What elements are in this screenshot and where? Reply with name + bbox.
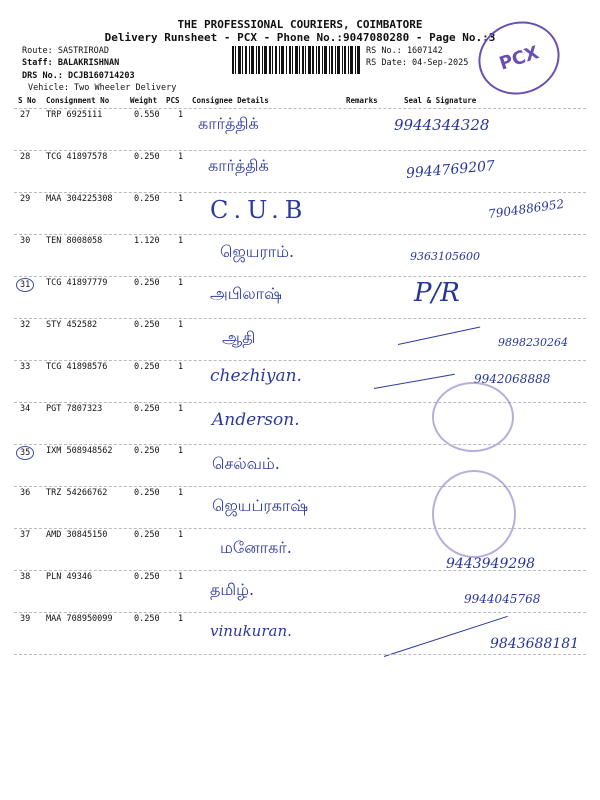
row-divider — [14, 444, 586, 445]
header-divider — [14, 108, 586, 109]
row-pcs: 1 — [178, 404, 184, 414]
row-weight: 0.250 — [134, 572, 160, 582]
col-seal-signature: Seal & Signature — [404, 96, 477, 105]
pcx-stamp: PCX — [469, 11, 569, 105]
row-sno: 33 — [20, 362, 31, 372]
table-row — [14, 320, 586, 362]
row-consignment: STY 452582 — [46, 320, 98, 330]
row-weight: 0.250 — [134, 320, 160, 330]
row-weight: 0.250 — [134, 152, 160, 162]
table-row — [14, 194, 586, 236]
row-consignee: vinukuran. — [210, 622, 292, 640]
row-consignee: ஜெயப்ரகாஷ் — [212, 496, 309, 515]
row-sno: 30 — [20, 236, 31, 246]
row-consignment: TRZ 54266762 — [46, 488, 108, 498]
runsheet-title: Delivery Runsheet - PCX - Phone No.:9047080280 - Page No.:3 — [104, 31, 496, 44]
row-divider — [14, 276, 586, 277]
row-sno: 34 — [20, 404, 31, 414]
table-row — [14, 614, 586, 656]
row-divider — [14, 360, 586, 361]
row-signature: P/R — [414, 278, 460, 308]
table-row — [14, 236, 586, 278]
row-weight: 0.250 — [134, 614, 160, 624]
row-consignment: TCG 41898576 — [46, 362, 108, 372]
table-row — [14, 152, 586, 194]
row-consignment: PGT 7807323 — [46, 404, 103, 414]
row-signature: 9843688181 — [490, 636, 580, 652]
route-label: Route: SASTRIROAD — [22, 46, 109, 56]
col-weight: Weight — [130, 96, 158, 105]
row-consignment: TRP 6925111 — [46, 110, 103, 120]
row-divider — [14, 150, 586, 151]
row-consignee: ஜெயராம். — [220, 242, 295, 261]
row-pcs: 1 — [178, 530, 184, 540]
row-pcs: 1 — [178, 278, 184, 288]
row-signature: 9443949298 — [446, 556, 536, 572]
row-sno: 28 — [20, 152, 31, 162]
row-weight: 0.250 — [134, 278, 160, 288]
company-seal — [432, 382, 514, 452]
row-consignee: ஆதி — [222, 328, 256, 347]
row-divider — [14, 234, 586, 235]
row-sno: 37 — [20, 530, 31, 540]
row-consignee: செல்வம். — [212, 454, 280, 473]
row-divider — [14, 612, 586, 613]
col-sno: S No — [18, 96, 37, 105]
row-pcs: 1 — [178, 614, 184, 624]
row-weight: 1.120 — [134, 236, 160, 246]
row-weight: 0.250 — [134, 446, 160, 456]
row-consignee: Anderson. — [212, 410, 300, 430]
rs-number: RS No.: 1607142 — [366, 46, 443, 56]
row-sno: 29 — [20, 194, 31, 204]
row-consignment: TCG 41897779 — [46, 278, 108, 288]
row-sno: 39 — [20, 614, 31, 624]
row-divider — [14, 528, 586, 529]
barcode — [232, 46, 360, 74]
row-weight: 0.250 — [134, 194, 160, 204]
row-divider — [14, 570, 586, 571]
drs-number: DRS No.: DCJB160714203 — [22, 71, 135, 81]
table-row — [14, 530, 586, 572]
row-consignment: AMD 30845150 — [46, 530, 108, 540]
col-pcs: PCS — [166, 96, 180, 105]
row-weight: 0.250 — [134, 404, 160, 414]
row-consignment: MAA 304225308 — [46, 194, 113, 204]
row-sno: 35 — [16, 446, 34, 460]
row-pcs: 1 — [178, 362, 184, 372]
row-signature: 9944045768 — [464, 592, 541, 606]
row-pcs: 1 — [178, 152, 184, 162]
row-consignment: TCG 41897578 — [46, 152, 108, 162]
row-divider — [14, 192, 586, 193]
row-sno: 38 — [20, 572, 31, 582]
col-remarks: Remarks — [346, 96, 378, 105]
row-weight: 0.250 — [134, 362, 160, 372]
row-consignee: தமிழ். — [210, 580, 255, 599]
row-pcs: 1 — [178, 572, 184, 582]
table-header — [14, 96, 586, 108]
row-consignment: TEN 8008058 — [46, 236, 103, 246]
table-row — [14, 278, 586, 320]
col-consignee: Consignee Details — [192, 96, 269, 105]
row-pcs: 1 — [178, 236, 184, 246]
row-pcs: 1 — [178, 110, 184, 120]
row-sno: 36 — [20, 488, 31, 498]
row-consignee: கார்த்திக் — [198, 114, 259, 133]
row-consignment: IXM 508948562 — [46, 446, 113, 456]
table-row — [14, 572, 586, 614]
col-consignment: Consignment No — [46, 96, 110, 105]
row-pcs: 1 — [178, 194, 184, 204]
row-sno: 27 — [20, 110, 31, 120]
vehicle-label: Vehicle: Two Wheeler Delivery — [28, 83, 177, 93]
row-pcs: 1 — [178, 488, 184, 498]
row-sno: 32 — [20, 320, 31, 330]
row-signature: 9898230264 — [498, 336, 568, 349]
rs-date: RS Date: 04-Sep-2025 — [366, 58, 469, 68]
row-consignee: கார்த்திக் — [208, 156, 269, 175]
row-consignee: மனோகர். — [220, 538, 292, 557]
row-signature: 7904886952 — [487, 196, 565, 222]
row-pcs: 1 — [178, 320, 184, 330]
row-weight: 0.250 — [134, 488, 160, 498]
row-pcs: 1 — [178, 446, 184, 456]
row-signature: 9942068888 — [474, 372, 551, 386]
row-consignee: அபிலாஷ் — [210, 284, 282, 303]
row-weight: 0.250 — [134, 530, 160, 540]
staff-label: Staff: BALAKRISHNAN — [22, 58, 120, 68]
row-consignee: C.U.B — [210, 196, 309, 224]
row-divider — [14, 318, 586, 319]
row-signature: 9944769207 — [405, 158, 496, 182]
row-sno: 31 — [16, 278, 34, 292]
row-signature: 9944344328 — [394, 116, 490, 134]
row-divider — [14, 654, 586, 655]
row-consignment: MAA 708950099 — [46, 614, 113, 624]
row-weight: 0.550 — [134, 110, 160, 120]
table-row — [14, 110, 586, 152]
row-signature: 9363105600 — [410, 250, 480, 263]
row-consignment: PLN 49346 — [46, 572, 93, 582]
row-consignee: chezhiyan. — [210, 366, 302, 386]
company-title: THE PROFESSIONAL COURIERS, COIMBATORE — [177, 18, 423, 31]
